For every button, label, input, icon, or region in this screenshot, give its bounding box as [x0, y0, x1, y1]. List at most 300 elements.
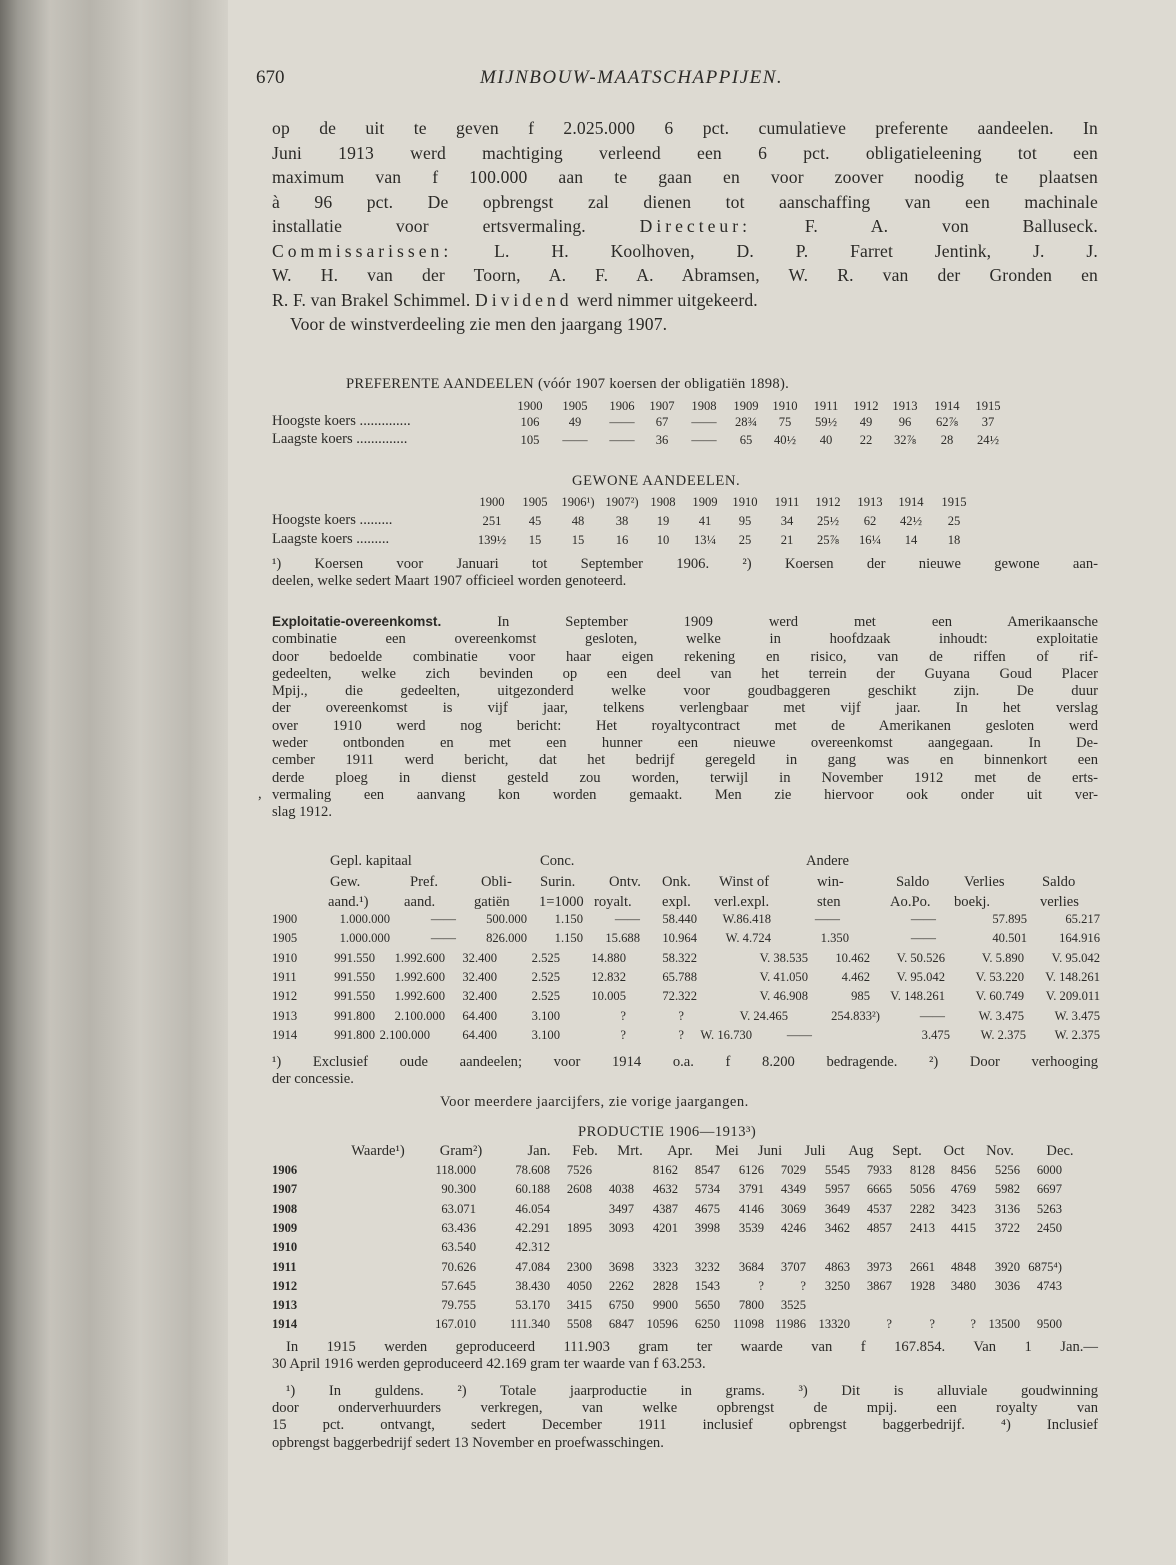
prod-cell: 6750: [608, 1298, 634, 1313]
exploit-line: weder ontbonden en met een hunner een nieuwe overeenkomst aangegaan. In De-: [272, 735, 1098, 752]
fin-header: Ontv.: [609, 874, 641, 890]
gewone-year: 1912: [815, 495, 841, 509]
fin-year: 1905: [272, 931, 298, 946]
prod-cell: 2450: [1036, 1220, 1062, 1235]
fin-header: Gew.: [330, 874, 361, 890]
prod-cell: 2300: [566, 1259, 592, 1274]
pref-year: 1914: [934, 399, 960, 413]
pref-cell: 40½: [773, 433, 797, 447]
fin-cell: ——: [814, 912, 840, 926]
fin-cell: V. 46.908: [759, 989, 808, 1004]
fin-note: der concessie.: [272, 1071, 354, 1088]
prod-cell: 11098: [732, 1317, 764, 1332]
fin-cell: 64.400: [462, 1027, 497, 1042]
gewone-cell: 38: [615, 514, 629, 528]
prod-cell: 78.608: [515, 1163, 550, 1177]
prod-cell: 7933: [866, 1163, 892, 1177]
dividend-label: Dividend: [475, 289, 573, 310]
prod-after-line: 30 April 1916 werden geproduceerd 42.169 gram ter waarde van f 63.253.: [272, 1356, 706, 1373]
prod-cell: 38.430: [515, 1278, 550, 1293]
prod-cell: ?: [800, 1278, 806, 1293]
pref-cell: ——: [562, 433, 588, 447]
gewone-cell: 25: [738, 533, 752, 547]
gewone-cell: 25⅞: [816, 533, 840, 547]
prod-cell: 3136: [994, 1201, 1020, 1216]
running-title: MIJNBOUW-MAATSCHAPPIJEN.: [480, 67, 784, 88]
intro-line: à 96 pct. De opbrengst zal dienen tot aanschaffing van een machinale: [272, 191, 1098, 212]
fin-cell: ——: [910, 931, 936, 946]
fin-cell: 985: [851, 989, 870, 1004]
fin-cell: ?: [678, 1027, 684, 1042]
prod-header: Mrt.: [617, 1143, 643, 1159]
prod-cell: 3649: [824, 1201, 850, 1216]
gewone-cell: 18: [947, 533, 961, 547]
pref-row-label: Hoogste koers ..............: [272, 413, 411, 429]
pref-year: 1913: [892, 399, 918, 413]
prod-cell: 9900: [652, 1298, 678, 1313]
prod-year: 1910: [272, 1240, 298, 1255]
fin-cell: 58.440: [662, 912, 697, 926]
prod-cell: 2262: [608, 1278, 634, 1293]
prod-cell: 1895: [566, 1220, 592, 1235]
pref-cell: 67: [655, 415, 669, 429]
gewone-row-label: Hoogste koers .........: [272, 512, 393, 528]
fin-header: aand.¹): [328, 894, 369, 910]
prod-cell: ?: [886, 1317, 892, 1332]
prod-cell: 63.071: [441, 1201, 476, 1216]
prod-cell: 3415: [566, 1298, 592, 1313]
fin-cell: 32.400: [462, 989, 497, 1004]
intro-line: R. F. van Brakel Schimmel. Dividend werd nimmer uitgekeerd.: [272, 289, 758, 310]
fin-cell: 10.005: [591, 989, 626, 1004]
fin-cell: 12.832: [591, 969, 626, 984]
pref-cell: ——: [609, 415, 635, 429]
fin-header: win-: [817, 874, 844, 890]
fin-header: gatiën: [474, 894, 510, 910]
pref-cell: 96: [898, 415, 912, 429]
fin-cell: 2.525: [531, 950, 560, 965]
fin-cell: 4.462: [841, 969, 870, 984]
fin-header: Surin.: [540, 874, 576, 890]
prod-cell: 3323: [652, 1259, 678, 1274]
prod-cell: 6697: [1036, 1182, 1062, 1197]
fin-header: Gepl. kapitaal: [330, 853, 412, 869]
prod-cell: 3069: [780, 1201, 806, 1216]
gewone-cell: 21: [780, 533, 794, 547]
prod-cell: 9500: [1036, 1317, 1062, 1332]
pref-cell: 62⅞: [935, 415, 959, 429]
fin-cell: 3.100: [531, 1027, 560, 1042]
fin-cell: 40.501: [992, 931, 1027, 946]
fin-cell: ——: [786, 1027, 812, 1042]
intro-line: Voor de winstverdeeling zie men den jaargang 1907.: [290, 314, 668, 334]
fin-header: Obli-: [481, 874, 512, 890]
fin-cell: 1.000.000: [339, 912, 390, 926]
prod-cell: 8162: [652, 1163, 678, 1177]
fin-cell: 58.322: [662, 950, 697, 965]
prod-cell: 2282: [909, 1201, 935, 1216]
fin-year: 1912: [272, 989, 298, 1004]
fin-cell: 65.788: [662, 969, 697, 984]
fin-header: Pref.: [410, 874, 438, 890]
exploit-line: Mpij., die gedeelten, uitgezonderd welke voor goudbaggeren geschikt zijn. De duur: [272, 683, 1098, 700]
gewone-year: 1911: [774, 495, 800, 509]
prod-header: Sept.: [892, 1143, 922, 1159]
prod-cell: 3722: [994, 1220, 1020, 1235]
fin-cell: W. 2.375: [980, 1027, 1026, 1042]
fin-header: verlies: [1040, 894, 1079, 910]
fin-cell: ——: [430, 931, 456, 946]
prod-cell: 4415: [950, 1220, 976, 1235]
prod-cell: 5508: [566, 1317, 592, 1332]
prod-cell: ?: [970, 1317, 976, 1332]
prod-cell: 2828: [652, 1278, 678, 1293]
fin-header: Ao.Po.: [890, 894, 931, 910]
intro-line: installatie voor ertsvermaling. Directeur: F. A. von Balluseck.: [272, 216, 1098, 236]
fin-cell: 254.833²): [831, 1008, 880, 1023]
prod-cell: 60.188: [515, 1182, 550, 1197]
fin-year: 1911: [272, 969, 297, 984]
pref-year: 1905: [562, 399, 588, 413]
prod-cell: 63.540: [441, 1240, 476, 1255]
gewone-year: 1910: [732, 495, 758, 509]
fin-cell: V. 50.526: [896, 950, 945, 965]
gewone-cell: 25½: [816, 514, 840, 528]
more-years-note: Voor meerdere jaarcijfers, zie vorige jaargangen.: [440, 1094, 749, 1110]
exploit-line: slag 1912.: [272, 804, 332, 821]
prod-cell: 5056: [909, 1182, 935, 1197]
fin-cell: 991.800: [334, 1008, 375, 1023]
gewone-cell: 19: [656, 514, 670, 528]
gewone-table-title: GEWONE AANDEELEN.: [572, 473, 741, 489]
pref-year: 1910: [772, 399, 798, 413]
fin-cell: 10.964: [662, 931, 697, 946]
prod-cell: 8456: [950, 1163, 976, 1177]
prod-cell: 11986: [774, 1317, 806, 1332]
prod-cell: 53.170: [515, 1298, 550, 1313]
prod-cell: 4038: [608, 1182, 634, 1197]
pref-cell: 37: [981, 415, 995, 429]
fin-cell: 1.992.600: [394, 969, 445, 984]
prod-year: 1908: [272, 1201, 298, 1216]
prod-header: Waarde¹): [351, 1143, 405, 1159]
intro-line: op de uit te geven f 2.025.000 6 pct. cumulatieve preferente aandeelen. In: [272, 118, 1098, 138]
fin-year: 1910: [272, 950, 298, 965]
exploit-line: gedeelten, welke zich bevinden op een deel van het terrein der Guyana Goud Placer: [272, 665, 1098, 682]
fin-cell: 991.550: [334, 989, 375, 1004]
gewone-year: 1914: [898, 495, 924, 509]
fin-cell: 32.400: [462, 950, 497, 965]
gewone-row-label: Laagste koers .........: [272, 531, 390, 547]
prod-cell: 3539: [738, 1220, 764, 1235]
fin-cell: 32.400: [462, 969, 497, 984]
pref-year: 1912: [853, 399, 879, 413]
fin-notes: [272, 1054, 1098, 1088]
pref-cell: 106: [520, 415, 540, 429]
fin-cell: 991.800: [334, 1027, 375, 1042]
prod-note: opbrengst baggerbedrijf sedert 13 November en proefwasschingen.: [272, 1434, 664, 1451]
prod-cell: 8547: [694, 1163, 720, 1177]
fin-header: aand.: [404, 894, 436, 910]
prod-cell: 7526: [566, 1163, 592, 1177]
prod-year: 1912: [272, 1278, 298, 1293]
prod-after-line: In 1915 werden geproduceerd 111.903 gram ter waarde van f 167.854. Van 1 Jan.—: [286, 1339, 1098, 1355]
pref-cell: ——: [691, 415, 717, 429]
prod-cell: 63.436: [441, 1220, 476, 1235]
exploit-heading: Exploitatie-overeenkomst.: [272, 614, 442, 629]
pref-cell: 75: [778, 415, 792, 429]
prod-cell: 3867: [866, 1278, 892, 1293]
fin-year: 1913: [272, 1008, 298, 1023]
fin-cell: 1.150: [554, 931, 583, 946]
prod-cell: 2413: [909, 1220, 935, 1235]
prod-cell: 4050: [566, 1278, 592, 1293]
fin-cell: 826.000: [486, 931, 527, 946]
commissarissen-label: Commissarissen:: [272, 240, 453, 261]
fin-cell: 3.475: [921, 1027, 950, 1042]
fin-cell: 1.000.000: [339, 931, 390, 946]
fin-cell: 991.550: [334, 950, 375, 965]
fin-cell: ?: [678, 1008, 684, 1023]
gewone-cell: 34: [780, 514, 794, 528]
pref-cell: 65: [739, 433, 753, 447]
prod-cell: 4743: [1036, 1278, 1062, 1293]
gewone-cell: 139½: [477, 533, 507, 547]
gewone-cell: 15: [571, 533, 585, 547]
gewone-year: 1915: [941, 495, 967, 509]
directeur-label: Directeur:: [639, 216, 751, 236]
intro-paragraph: [272, 116, 1098, 337]
gewone-cell: 10: [656, 533, 670, 547]
prod-cell: 3497: [608, 1201, 634, 1216]
fin-year: 1900: [272, 912, 298, 926]
gewone-cell: 62: [863, 514, 877, 528]
pref-cell: 36: [655, 433, 669, 447]
gewone-cell: 41: [698, 514, 712, 528]
fin-cell: ?: [620, 1008, 626, 1023]
prod-cell: 10596: [646, 1317, 678, 1332]
fin-cell: V. 148.261: [890, 989, 945, 1004]
prod-note: 15 pct. ontvangt, sedert December 1911 inclusief opbrengst baggerbedrijf. ⁴) Inclusief: [272, 1417, 1098, 1434]
prod-header: Nov.: [986, 1143, 1014, 1159]
prod-cell: 46.054: [515, 1201, 550, 1216]
fin-cell: 14.880: [591, 950, 626, 965]
gewone-note: ¹) Koersen voor Januari tot September 1906. ²) Koersen der nieuwe gewone aan-: [272, 556, 1098, 572]
exploit-line: door bedoelde combinatie voor haar eigen rekening en risico, van de riffen of rif-: [272, 648, 1098, 665]
fin-cell: 2.100.000: [394, 1008, 445, 1023]
fin-cell: ——: [614, 912, 640, 926]
fin-cell: 3.100: [531, 1008, 560, 1023]
prod-cell: 4675: [694, 1201, 720, 1216]
prod-header: Jan.: [527, 1143, 551, 1159]
prod-cell: 6000: [1036, 1163, 1062, 1177]
pref-cell: ——: [609, 433, 635, 447]
prod-cell: 3791: [738, 1182, 764, 1197]
pref-year: 1911: [813, 399, 839, 413]
pref-table-title: PREFERENTE AANDEELEN (vóór 1907 koersen der obligatiën 1898).: [346, 376, 790, 392]
gewone-year: 1909: [692, 495, 718, 509]
prod-header: Gram²): [439, 1143, 483, 1159]
fin-header: Andere: [806, 853, 849, 869]
prod-header: Juni: [757, 1143, 783, 1159]
prod-year: 1911: [272, 1259, 297, 1274]
prod-header: Apr.: [667, 1143, 693, 1159]
prod-header: Dec.: [1046, 1143, 1074, 1159]
prod-year: 1906: [272, 1163, 298, 1177]
prod-cell: 8128: [909, 1163, 935, 1177]
prod-cell: 4537: [866, 1201, 892, 1216]
pref-cell: 105: [520, 433, 540, 447]
fin-cell: V. 53.220: [975, 969, 1024, 984]
pref-year: 1906: [609, 399, 635, 413]
fin-cell: ?: [620, 1027, 626, 1042]
prod-cell: 3036: [994, 1278, 1020, 1293]
prod-cell: 6665: [866, 1182, 892, 1197]
prod-year: 1914: [272, 1317, 298, 1332]
fin-cell: W.86.418: [722, 912, 771, 926]
pref-cell: 59½: [814, 415, 838, 429]
prod-cell: 3525: [780, 1298, 806, 1313]
fin-cell: 64.400: [462, 1008, 497, 1023]
pref-cell: 49: [568, 415, 582, 429]
prod-cell: 5650: [694, 1298, 720, 1313]
intro-line: Commissarissen: L. H. Koolhoven, D. P. Farret Jentink, J. J.: [272, 240, 1098, 261]
prod-header: Juli: [804, 1143, 826, 1159]
gewone-note: deelen, welke sedert Maart 1907 officieel worden genoteerd.: [272, 573, 627, 590]
exploit-line: combinatie een overeenkomst gesloten, welke in hoofdzaak inhoudt: exploitatie: [272, 631, 1098, 648]
prod-cell: 13320: [818, 1317, 850, 1332]
prod-cell: ?: [929, 1317, 935, 1332]
gewone-cell: 95: [738, 514, 752, 528]
intro-line: Juni 1913 werd machtiging verleend een 6 pct. obligatieleening tot een: [272, 142, 1098, 163]
fin-header: Verlies: [964, 874, 1005, 890]
fin-cell: V. 95.042: [1051, 950, 1100, 965]
pref-year: 1900: [517, 399, 543, 413]
fin-cell: ——: [910, 912, 936, 926]
prod-cell: 4201: [652, 1220, 678, 1235]
fin-header: expl.: [662, 894, 691, 910]
fin-cell: 65.217: [1065, 912, 1100, 926]
gewone-cell: 25: [947, 514, 961, 528]
prod-cell: 13500: [988, 1317, 1020, 1332]
prod-after: [272, 1339, 1098, 1373]
prod-cell: 5982: [994, 1182, 1020, 1197]
prod-cell: 6875⁴): [1028, 1259, 1062, 1274]
gewone-cell: 42½: [899, 514, 923, 528]
prod-cell: 4146: [738, 1201, 764, 1216]
prod-cell: 4863: [824, 1259, 850, 1274]
prod-cell: 5256: [994, 1163, 1020, 1177]
prod-cell: 3973: [866, 1259, 892, 1274]
fin-cell: V. 41.050: [759, 969, 808, 984]
fin-cell: 2.525: [531, 969, 560, 984]
fin-cell: W. 4.724: [725, 931, 771, 946]
fin-header: royalt.: [594, 894, 632, 910]
gewone-cell: 16¼: [858, 533, 882, 547]
prod-header: Oct: [943, 1143, 965, 1159]
fin-cell: 2.100.000: [379, 1027, 430, 1042]
prod-year: 1909: [272, 1220, 298, 1235]
gewone-notes: [272, 556, 1098, 590]
exploit-line: der overeenkomst is vijf jaar, telkens verlengbaar met vijf jaar. In het verslag: [272, 700, 1098, 717]
exploit-line: over 1910 werd nog bericht: Het royaltycontract met de Amerikanen gesloten werd: [272, 717, 1098, 734]
prod-cell: 6126: [738, 1163, 764, 1177]
prod-header: Aug: [848, 1143, 874, 1159]
prod-notes: [272, 1383, 1098, 1452]
gewone-cell: 15: [528, 533, 542, 547]
gewone-year: 1913: [857, 495, 883, 509]
pref-year: 1908: [691, 399, 717, 413]
pref-cell: 32⅞: [893, 433, 917, 447]
pref-cell: 49: [859, 415, 873, 429]
fin-header: sten: [817, 894, 841, 910]
prod-note: ¹) In guldens. ²) Totale jaarproductie in grams. ³) Dit is alluviale goudwinning: [286, 1383, 1098, 1399]
gewone-cell: 45: [528, 514, 542, 528]
prod-cell: 3480: [950, 1278, 976, 1293]
gewone-year: 1905: [522, 495, 548, 509]
prod-cell: 3707: [780, 1259, 806, 1274]
prod-cell: 3698: [608, 1259, 634, 1274]
fin-cell: V. 5.890: [981, 950, 1024, 965]
fin-cell: W. 3.475: [1054, 1008, 1100, 1023]
fin-header: verl.expl.: [714, 894, 770, 910]
pref-year: 1907: [649, 399, 675, 413]
prod-cell: 70.626: [441, 1259, 476, 1274]
fin-cell: 1.992.600: [394, 950, 445, 965]
prod-cell: 1543: [694, 1278, 720, 1293]
prod-cell: 5734: [694, 1182, 720, 1197]
prod-cell: 118.000: [435, 1163, 476, 1177]
fin-note: ¹) Exclusief oude aandeelen; voor 1914 o.a. f 8.200 bedragende. ²) Door verhooging: [272, 1054, 1098, 1070]
exploit-paragraph: Exploitatie-overeenkomst. In September 1909 werd met een Amerikaansche combinatie een overeenkomst gesloten, welke in hoofdzaak inhoudt: exploitatie door bedoelde combinatie voor haar eigen rekening en risico, van de riffen of rif- gedeelten, welke zich bevinden op een deel van het terrein der Guyana Goud Placer Mpij., die gedeelten, uitgezonderd welke voor goudbaggeren geschikt zijn. De duur der overeenkomst is vijf jaar, telkens verlengbaar met vijf jaar. In het verslag over 1910 werd nog bericht: Het royaltycontract met de Amerikanen gesloten werd weder ontbonden en met een hunner een nieuwe overeenkomst aangegaan. In De- cember 1911 werd bericht, dat het bedrijf geregeld in gang was en binnenkort een derde ploeg in dienst gesteld zou worden, terwijl in November 1912 met de erts- vermaling een aanvang kon worden gemaakt. Men zie hiervoor ook onder uit ver- slag 1912.: [272, 614, 1098, 821]
pref-cell: 22: [859, 433, 873, 447]
prod-cell: 4632: [652, 1182, 678, 1197]
fin-cell: W. 16.730: [700, 1027, 752, 1042]
gewone-cell: 16: [615, 533, 629, 547]
pref-cell: 24½: [976, 433, 1000, 447]
prod-cell: 4848: [950, 1259, 976, 1274]
gewone-cell: 13¼: [693, 533, 717, 547]
prod-cell: 42.312: [515, 1240, 550, 1255]
prod-cell: 47.084: [515, 1259, 550, 1274]
fin-cell: 57.895: [992, 912, 1027, 926]
fin-cell: 991.550: [334, 969, 375, 984]
prod-cell: 6250: [694, 1317, 720, 1332]
prod-cell: 3093: [608, 1220, 634, 1235]
pref-cell: 28: [940, 433, 954, 447]
prod-cell: 42.291: [515, 1220, 550, 1235]
prod-header: Feb.: [572, 1143, 598, 1159]
fin-cell: 2.525: [531, 989, 560, 1004]
prod-cell: 57.645: [441, 1278, 476, 1293]
fin-header: Saldo: [1042, 874, 1076, 890]
fin-header: Winst of: [719, 874, 770, 890]
pref-cell: 28¾: [734, 415, 758, 429]
fin-cell: V. 60.749: [975, 989, 1024, 1004]
fin-cell: ——: [430, 912, 456, 926]
pref-year: 1909: [733, 399, 759, 413]
fin-cell: 500.000: [486, 912, 527, 926]
prod-cell: 3423: [950, 1201, 976, 1216]
prod-cell: 3250: [824, 1278, 850, 1293]
exploit-line: derde ploeg in dienst gesteld zou worden, terwijl in November 1912 met de erts-: [272, 769, 1098, 786]
prod-note: door onderverhuurders verkregen, van welke opbrengst de mpij. een royalty van: [272, 1400, 1098, 1417]
fin-cell: W. 3.475: [978, 1008, 1024, 1023]
fin-cell: V. 24.465: [739, 1008, 788, 1023]
exploit-line: cember 1911 werd bericht, dat het bedrijf geregeld in gang was en binnenkort een: [272, 752, 1098, 769]
fin-cell: 72.322: [662, 989, 697, 1004]
prod-cell: 3684: [738, 1259, 764, 1274]
